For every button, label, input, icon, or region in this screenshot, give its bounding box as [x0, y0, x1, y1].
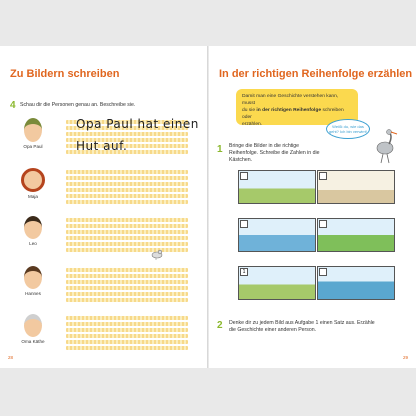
hannes-avatar-icon — [24, 266, 42, 289]
writing-lines-4 — [66, 268, 188, 304]
opa-paul-avatar-icon — [24, 118, 42, 142]
right-page-title: In der richtigen Reihenfolge erzählen — [219, 68, 413, 80]
story-picture-2 — [317, 170, 395, 204]
order-box-2[interactable] — [319, 172, 327, 180]
book-gutter — [207, 46, 209, 368]
writing-lines-2 — [66, 170, 188, 206]
story-picture-5 — [238, 266, 316, 300]
right-page-number: 29 — [402, 355, 408, 360]
handwriting-line-1: Opa Paul hat einen — [76, 117, 199, 131]
step-4-number: 4 — [10, 100, 16, 111]
leo-avatar-icon — [24, 216, 42, 239]
info-box: Damit man eine Geschichte verstehen kann, musst du sie in der richtigen Reihenfolge schreiben oder erzählen. — [236, 89, 358, 125]
right-page — [209, 46, 416, 368]
left-page-number: 28 — [8, 355, 14, 360]
step-2-instruction: Denke dir zu jedem Bild aus Aufgabe 1 einen Satz aus. Erzähle die Geschichte einer anderen Person. — [229, 320, 375, 334]
oma-kaethe-avatar-icon — [24, 314, 42, 337]
person-maja: Maja — [8, 168, 58, 199]
handwriting-line-2: Hut auf. — [76, 139, 128, 153]
writing-lines-5 — [66, 316, 188, 352]
person-oma-kaethe: Oma Käthe — [8, 314, 58, 344]
story-picture-6 — [317, 266, 395, 300]
person-hannes: Hannes — [8, 266, 58, 296]
order-box-6[interactable] — [319, 268, 327, 276]
step-1-instruction: Bringe die Bilder in die richtige Reihenfolge. Schreibe die Zahlen in die Kästchen. — [229, 143, 320, 164]
order-box-1[interactable] — [240, 172, 248, 180]
left-page-title: Zu Bildern schreiben — [10, 68, 120, 80]
step-4-instruction: Schau dir die Personen genau an. Beschreibe sie. — [20, 102, 136, 108]
heron-icon — [371, 128, 401, 164]
bird-sketch-icon — [150, 248, 164, 260]
speech-bubble: Weißt du, wie das geht? Ich bin verwirrt! — [326, 119, 370, 139]
order-box-5[interactable]: 1 — [240, 268, 248, 276]
writing-lines-3 — [66, 218, 188, 254]
person-opa-paul: Opa Paul — [8, 118, 58, 149]
order-box-4[interactable] — [319, 220, 327, 228]
left-page — [0, 46, 207, 368]
story-picture-1 — [238, 170, 316, 204]
order-box-3[interactable] — [240, 220, 248, 228]
story-picture-4 — [317, 218, 395, 252]
person-leo: Leo — [8, 216, 58, 246]
story-picture-3 — [238, 218, 316, 252]
maja-avatar-icon — [21, 168, 45, 192]
step-2-number: 2 — [217, 320, 223, 331]
step-1-number: 1 — [217, 144, 223, 155]
